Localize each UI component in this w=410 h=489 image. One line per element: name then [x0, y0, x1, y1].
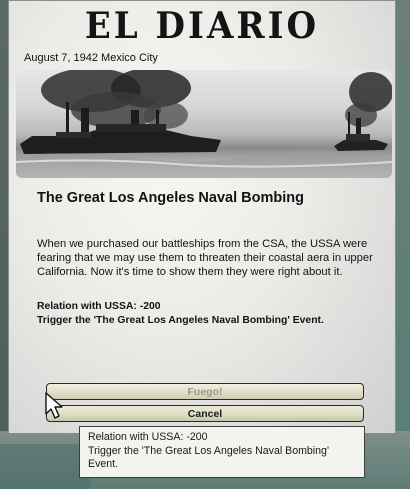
event-headline: The Great Los Angeles Naval Bombing — [37, 190, 304, 206]
battleship-photo-art — [16, 70, 392, 178]
effects-tooltip — [79, 426, 365, 478]
event-effects — [37, 300, 324, 328]
cancel-button[interactable]: Cancel — [46, 405, 364, 422]
map-background-right — [396, 0, 410, 489]
event-dateline: August 7, 1942 Mexico City — [24, 52, 158, 64]
event-newspaper-panel — [8, 0, 396, 434]
battleship-photo — [16, 70, 392, 178]
tooltip-relation: Relation with USSA: -200 — [88, 431, 208, 443]
fuego-button[interactable]: Fuego! — [46, 383, 364, 400]
event-description: When we purchased our battleships from the CSA, the USSA were fearing that we may use them to threaten their coastal aera in upper California. Now it's time to show them they were right about it. — [37, 238, 373, 279]
newspaper-masthead: EL DIARIO — [84, 4, 320, 48]
tooltip-trigger: Trigger the 'The Great Los Angeles Naval Bombing' Event. — [88, 444, 329, 470]
map-background-left — [0, 0, 8, 489]
effect-relation: Relation with USSA: -200 — [37, 301, 161, 312]
arrow-cursor-icon — [44, 392, 64, 420]
effect-trigger: Trigger the 'The Great Los Angeles Naval Bombing' Event. — [37, 315, 324, 326]
map-background-patch — [0, 444, 90, 489]
